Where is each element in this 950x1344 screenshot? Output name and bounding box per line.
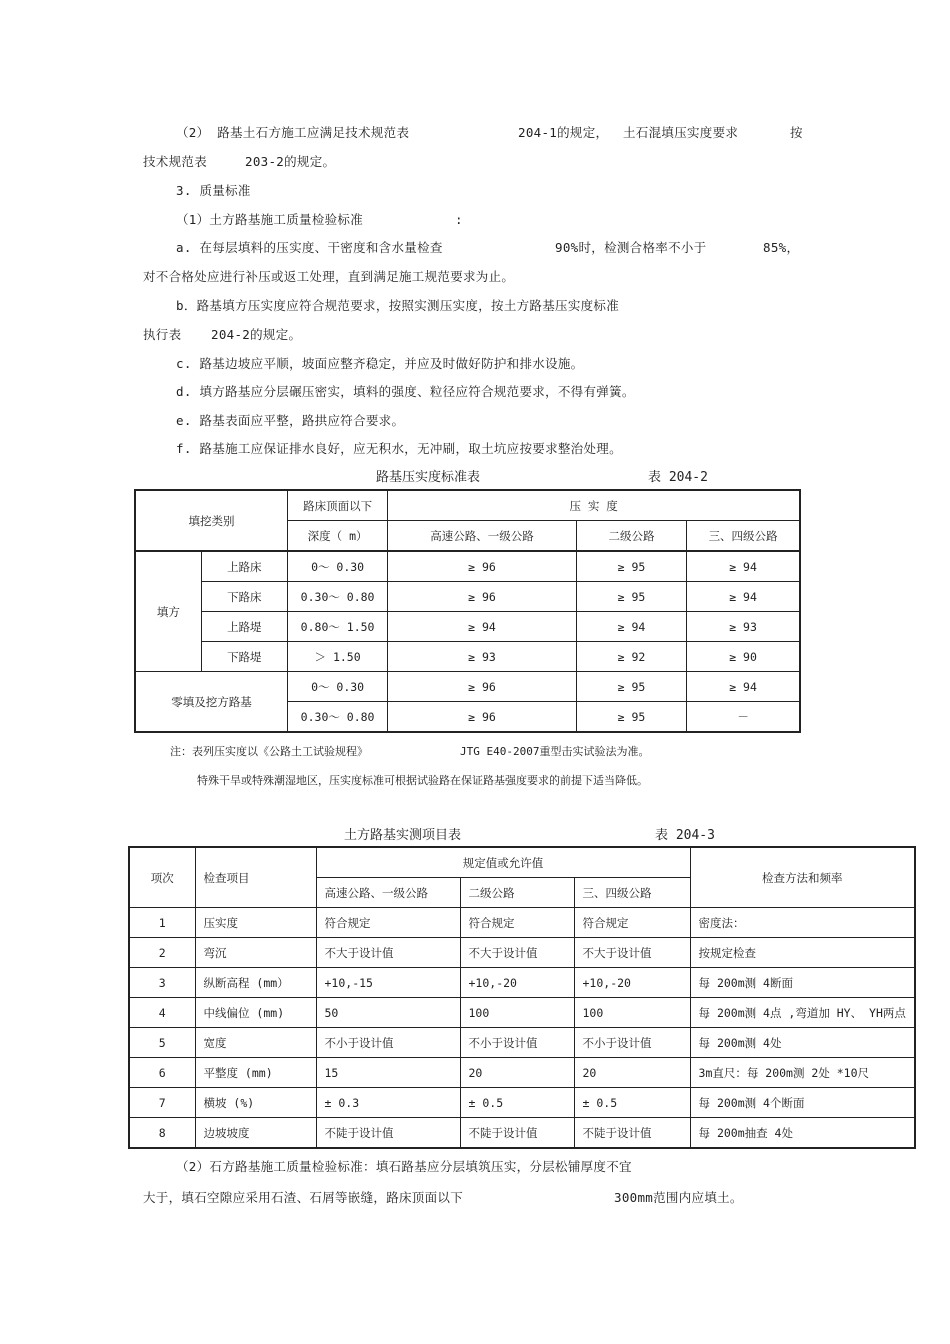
header-cell: 规定值或允许值: [316, 847, 690, 878]
table-row: [129, 968, 915, 998]
cell: +10,-20: [574, 968, 690, 998]
para-line: （2）石方路基施工质量检验标准：填石路基应分层填筑压实，分层松铺厚度不宜: [176, 1159, 632, 1174]
para-line: d. 填方路基应分层碾压密实，填料的强度、粒径应符合规范要求，不得有弹簧。: [176, 384, 635, 399]
para-line: b．路基填方压实度应符合规范要求，按照实测压实度，按土方路基压实度标准: [176, 298, 620, 313]
cell: 不小于设计值: [460, 1028, 574, 1058]
header-cell: 路床顶面以下: [287, 490, 387, 521]
cell: 3: [129, 968, 195, 998]
cell: 符合规定: [574, 908, 690, 938]
cell: 每 200m测 4处: [690, 1028, 915, 1058]
cell: ≥ 96: [388, 551, 577, 582]
table-row: [135, 642, 800, 672]
table-note: JTG E40-2007重型击实试验法为准。: [460, 745, 650, 758]
cell: 不小于设计值: [316, 1028, 460, 1058]
table-note: 特殊干旱或特殊潮湿地区，压实度标准可根据试验路在保证路基强度要求的前提下适当降低。: [197, 774, 648, 787]
compaction-table: [134, 489, 801, 733]
cell: 纵断高程 (mm）: [195, 968, 316, 998]
cell: 弯沉: [195, 938, 316, 968]
cell: ≥ 95: [576, 582, 686, 612]
para-line: 土石混填压实度要求: [623, 125, 739, 140]
header-cell: 压 实 度: [388, 490, 800, 521]
cell: ≥ 96: [388, 582, 577, 612]
cell: ≥ 94: [687, 672, 800, 702]
para-line: 执行表: [143, 327, 182, 342]
para-line: 按: [790, 125, 803, 140]
cell: ≥ 95: [576, 702, 686, 733]
cell: 5: [129, 1028, 195, 1058]
cell: 不大于设计值: [574, 938, 690, 968]
cell: 按规定检查: [690, 938, 915, 968]
cell: ≥ 90: [687, 642, 800, 672]
table-note: 注：表列压实度以《公路土工试验规程》: [170, 745, 368, 758]
cell: ≥ 94: [388, 612, 577, 642]
cell: ≥ 93: [687, 612, 800, 642]
cell: 0.30～ 0.80: [287, 702, 387, 733]
para-line: （2） 路基土石方施工应满足技术规范表: [176, 125, 410, 140]
cell: 3m直尺：每 200m测 2处 *10尺: [690, 1058, 915, 1088]
table-caption: 土方路基实测项目表: [344, 828, 462, 843]
cell: ≥ 94: [687, 582, 800, 612]
cell: ≥ 95: [576, 551, 686, 582]
cell: ≥ 96: [388, 672, 577, 702]
cell: 0～ 0.30: [287, 672, 387, 702]
cell: ≥ 96: [388, 702, 577, 733]
header-cell: 三、四级公路: [687, 521, 800, 552]
table-row: [129, 1088, 915, 1118]
cell: 不小于设计值: [574, 1028, 690, 1058]
cell: 边坡坡度: [195, 1118, 316, 1149]
para-line: 204-1的规定，: [518, 125, 609, 140]
para-line: f. 路基施工应保证排水良好，应无积水，无冲刷，取土坑应按要求整治处理。: [176, 441, 622, 456]
header-cell: 项次: [129, 847, 195, 908]
cell: ≥ 94: [576, 612, 686, 642]
cell: 100: [460, 998, 574, 1028]
cell: 不陡于设计值: [316, 1118, 460, 1149]
cell: 每 200m抽查 4处: [690, 1118, 915, 1149]
cell: +10,-15: [316, 968, 460, 998]
cell: 每 200m测 4断面: [690, 968, 915, 998]
header-cell: 填挖类别: [135, 490, 287, 551]
cell: 0～ 0.30: [287, 551, 387, 582]
para-line: 大于，填石空隙应采用石渣、石屑等嵌缝，路床顶面以下: [143, 1190, 464, 1205]
cell: ＞ 1.50: [287, 642, 387, 672]
table-number: 表 204-3: [655, 828, 715, 843]
header-cell: 高速公路、一级公路: [316, 878, 460, 908]
cell: 1: [129, 908, 195, 938]
section-heading: 3. 质量标准: [176, 183, 251, 198]
cell: 50: [316, 998, 460, 1028]
para-line: 85%，: [763, 240, 800, 255]
cell: 15: [316, 1058, 460, 1088]
inspection-table: [128, 846, 916, 1149]
cell: 不大于设计值: [460, 938, 574, 968]
para-line: :: [455, 212, 463, 227]
cell: 横坡 (%): [195, 1088, 316, 1118]
cell: 20: [460, 1058, 574, 1088]
cell: 宽度: [195, 1028, 316, 1058]
cell: 压实度: [195, 908, 316, 938]
para-line: 300mm范围内应填土。: [614, 1190, 743, 1205]
cell: 100: [574, 998, 690, 1028]
table-caption: 路基压实度标准表: [376, 470, 481, 485]
para-line: e. 路基表面应平整，路拱应符合要求。: [176, 413, 405, 428]
group-cell: 零填及挖方路基: [135, 672, 287, 733]
cell: 20: [574, 1058, 690, 1088]
cell: 0.80～ 1.50: [287, 612, 387, 642]
cell: 中线偏位 (mm): [195, 998, 316, 1028]
table-row: [129, 908, 915, 938]
cell: 不陡于设计值: [574, 1118, 690, 1149]
table-row: [135, 672, 800, 702]
table-row: [135, 551, 800, 582]
cell: ≥ 92: [576, 642, 686, 672]
cell: 平整度 (mm): [195, 1058, 316, 1088]
cell: 不陡于设计值: [460, 1118, 574, 1149]
cell: －: [687, 702, 800, 733]
group-cell: 填方: [135, 551, 201, 672]
cell: 上路床: [201, 551, 287, 582]
cell: 符合规定: [460, 908, 574, 938]
para-line: 90%时，检测合格率不小于: [555, 240, 707, 255]
table-row: [135, 612, 800, 642]
table-row: [129, 938, 915, 968]
header-cell: 深度（ m）: [287, 521, 387, 552]
cell: 每 200m测 4个断面: [690, 1088, 915, 1118]
cell: 不大于设计值: [316, 938, 460, 968]
header-cell: 二级公路: [576, 521, 686, 552]
cell: 上路堤: [201, 612, 287, 642]
para-line: 203-2的规定。: [245, 154, 336, 169]
table-row: [135, 582, 800, 612]
cell: +10,-20: [460, 968, 574, 998]
cell: 下路堤: [201, 642, 287, 672]
para-line: a. 在每层填料的压实度、干密度和含水量检查: [176, 240, 443, 255]
header-cell: 检查方法和频率: [690, 847, 915, 908]
cell: ± 0.5: [574, 1088, 690, 1118]
cell: 8: [129, 1118, 195, 1149]
cell: 6: [129, 1058, 195, 1088]
cell: ≥ 94: [687, 551, 800, 582]
table-row: [129, 998, 915, 1028]
cell: 下路床: [201, 582, 287, 612]
para-line: c. 路基边坡应平顺，坡面应整齐稳定，并应及时做好防护和排水设施。: [176, 356, 584, 371]
para-line: 对不合格处应进行补压或返工处理，直到满足施工规范要求为止。: [143, 269, 515, 284]
table-number: 表 204-2: [648, 470, 708, 485]
cell: 4: [129, 998, 195, 1028]
table-row: [129, 1118, 915, 1149]
cell: 2: [129, 938, 195, 968]
header-cell: 检查项目: [195, 847, 316, 908]
para-line: （1）土方路基施工质量检验标准: [176, 212, 364, 227]
header-cell: 三、四级公路: [574, 878, 690, 908]
table-row: [129, 1028, 915, 1058]
cell: 0.30～ 0.80: [287, 582, 387, 612]
header-cell: 二级公路: [460, 878, 574, 908]
cell: 密度法：: [690, 908, 915, 938]
para-line: 技术规范表: [143, 154, 208, 169]
table-row: [129, 1058, 915, 1088]
cell: ± 0.5: [460, 1088, 574, 1118]
cell: 符合规定: [316, 908, 460, 938]
cell: 每 200m测 4点 ,弯道加 HY、 YH两点: [690, 998, 915, 1028]
para-line: 204-2的规定。: [211, 327, 302, 342]
header-cell: 高速公路、一级公路: [388, 521, 577, 552]
cell: ≥ 93: [388, 642, 577, 672]
cell: ± 0.3: [316, 1088, 460, 1118]
cell: ≥ 95: [576, 672, 686, 702]
cell: 7: [129, 1088, 195, 1118]
